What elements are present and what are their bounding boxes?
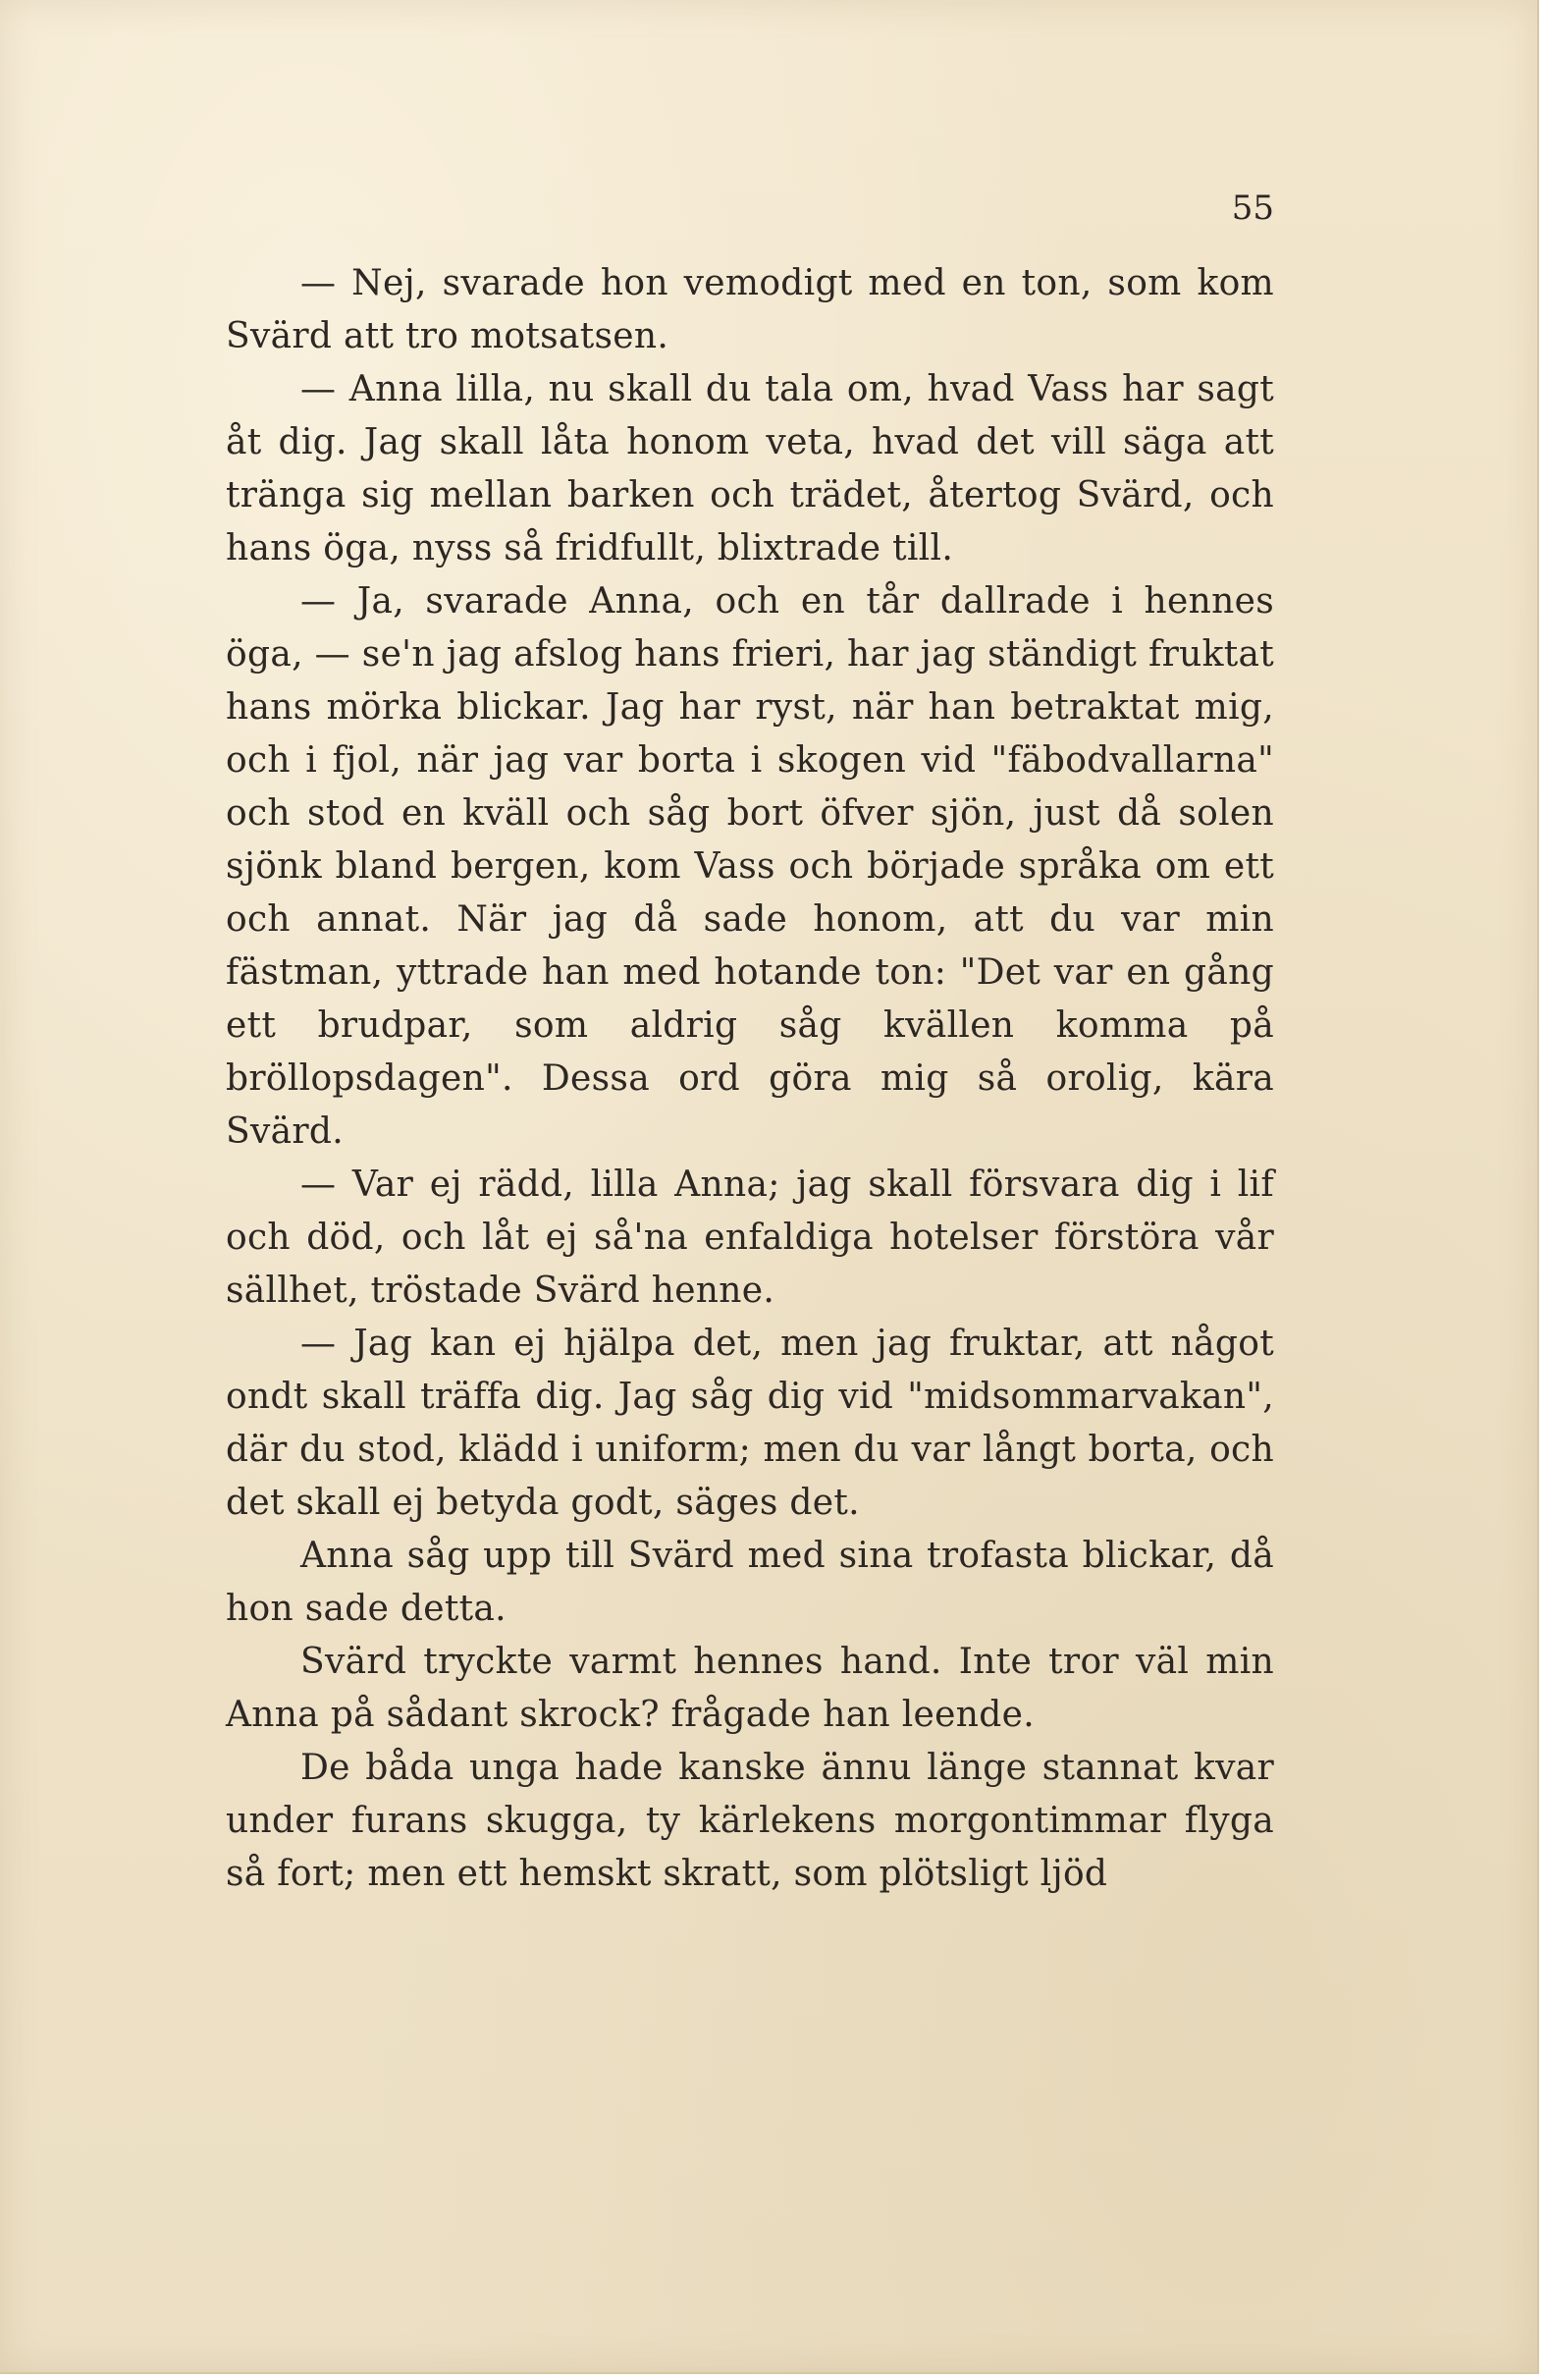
paragraph-8: De båda unga hade kanske ännu länge stannat kvar under furans skugga, ty kärlekens morgontimmar flyga så fort; men ett hemskt skratt, som plötsligt ljöd — [226, 1748, 1274, 1894]
paragraph-4: — Var ej rädd, lilla Anna; jag skall försvara dig i lif och död, och låt ej så'na enfaldiga hotelser förstöra vår sällhet, tröstade Svärd henne. — [226, 1164, 1274, 1311]
paragraph-1: — Nej, svarade hon vemodigt med en ton, som kom Svärd att tro motsatsen. — [226, 263, 1274, 356]
paragraph-7: Svärd tryckte varmt hennes hand. Inte tror väl min Anna på sådant skrock? frågade han leende. — [226, 1642, 1274, 1735]
page-number: 55 — [1231, 189, 1274, 228]
paragraph-2: — Anna lilla, nu skall du tala om, hvad Vass har sagt åt dig. Jag skall låta honom veta, hvad det vill säga att tränga sig mellan barken och trädet, återtog Svärd, och hans öga, nyss så fridfullt, blixtrade till. — [226, 369, 1274, 568]
paragraph-3: — Ja, svarade Anna, och en tår dallrade i hennes öga, — se'n jag afslog hans frieri, har jag ständigt fruktat hans mörka blickar. Jag har ryst, när han betraktat mig, och i fjol, när jag var borta i skogen vid "fäbodvallarna" och stod en kväll och såg bort öfver sjön, just då solen sjönk bland bergen, kom Vass och började språka om ett och annat. När jag då sade honom, att du var min fästman, yttrade han med hotande ton: "Det var en gång ett brudpar, som aldrig såg kvällen komma på bröllopsdagen". Dessa ord göra mig så orolig, kära Svärd. — [226, 581, 1274, 1152]
paragraph-6: Anna såg upp till Svärd med sina trofasta blickar, då hon sade detta. — [226, 1536, 1274, 1629]
body-text — [226, 257, 1274, 1901]
paragraph-5: — Jag kan ej hjälpa det, men jag fruktar, att något ondt skall träffa dig. Jag såg dig vid "midsommarvakan", där du stod, klädd i uniform; men du var långt borta, och det skall ej betyda godt, säges det. — [226, 1324, 1274, 1523]
